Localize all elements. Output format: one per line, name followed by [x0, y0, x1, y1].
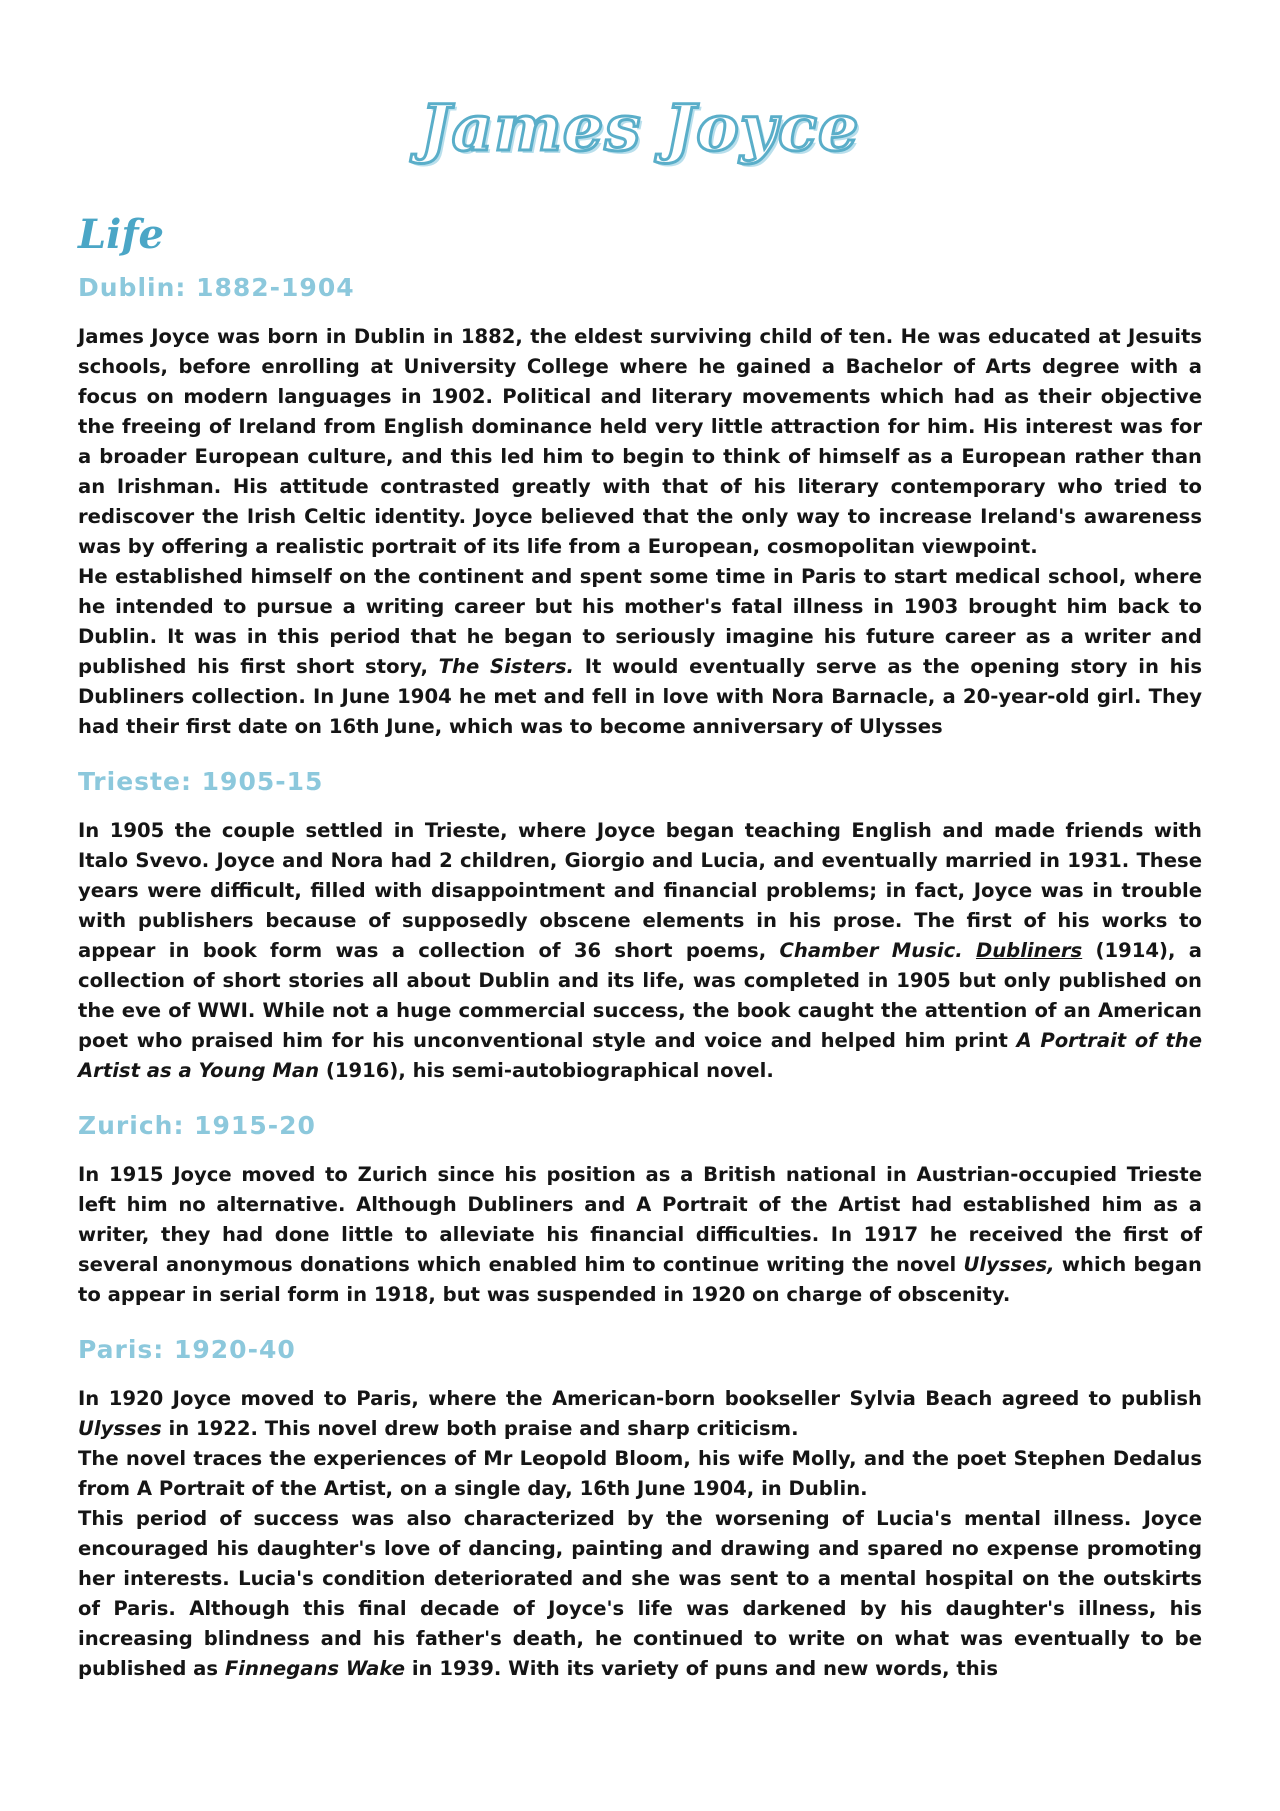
- paragraph-text: in 1939. With its variety of puns and new words, this: [411, 1657, 999, 1680]
- paragraph-text: in 1922. This novel drew both praise and sharp criticism.: [168, 1417, 799, 1440]
- paragraph-text: This period of success was also characterized by the worsening of Lucia's mental illness. Joyce encouraged his daughter's love of dancing, painting and drawing and spared no expense promoting her interests. Lucia's condition deteriorated and she was sent to a mental hospital on the outskirts of Paris. Although this final decade of Joyce's life was darkened by his daughter's illness, his increasing blindness and his father's death, he continued to write on what was eventually to be published as: [78, 1507, 1202, 1680]
- paragraph-text: James Joyce was born in Dublin in 1882, the eldest surviving child of ten. He was educated at Jesuits schools, before enrolling at University College where he gained a Bachelor of Arts degree with a focus on modern languages in 1902. Political and literary movements which had as their objective the freeing of Ireland from English dominance held very little attraction for him. His interest was for a broader European culture, and this led him to begin to think of himself as a European rather than an Irishman. His attitude contrasted greatly with that of his literary contemporary who tried to rediscover the Irish Celtic identity. Joyce believed that the only way to increase Ireland's awareness was by offering a realistic portrait of its life from a European, cosmopolitan viewpoint.: [78, 325, 1202, 558]
- trieste-text: [78, 816, 1202, 1086]
- section-title-life: Life: [78, 211, 164, 258]
- dublin-text: [78, 322, 1202, 742]
- paragraph-text: It would eventually serve as the opening story in his Dubliners collection. In June 1904 he met and fell in love with Nora Barnacle, a 20-year-old girl. They had their first date on 16th June, which was to become anniversary of Ulysses: [78, 655, 1202, 738]
- paragraph-text: In 1905 the couple settled in Trieste, where Joyce began teaching English and made friends with Italo Svevo. Joyce and Nora had 2 children, Giorgio and Lucia, and eventually married in 1931. These years were difficult, filled with disappointment and financial problems; in fact, Joyce was in trouble with publishers because of supposedly obscene elements in his prose. The first of his works to appear in book form was a collection of 36 short poems,: [78, 819, 1202, 962]
- title-chamber-music: Chamber Music.: [779, 939, 963, 962]
- subheading-dublin: Dublin: 1882-1904: [78, 273, 355, 302]
- paragraph-text: The novel traces the experiences of Mr Leopold Bloom, his wife Molly, and the poet Stephen Dedalus from A Portrait of the Artist, on a single day, 16th June 1904, in Dublin.: [78, 1447, 1202, 1500]
- zurich-text: [78, 1160, 1202, 1310]
- paragraph-text: (1914), a collection of short stories all about Dublin and its life, was completed in 1905 but only published on the eve of WWI. While not a huge commercial success, the book caught the attention of an American poet who praised him for his unconventional style and voice and helped him print: [78, 939, 1202, 1052]
- subheading-trieste: Trieste: 1905-15: [78, 767, 324, 796]
- paragraph: [78, 816, 1202, 1086]
- paragraph-text: In 1915 Joyce moved to Zurich since his position as a British national in Austrian-occupied Trieste left him no alternative. Although Dubliners and A Portrait of the Artist had established him as a writer, they had done little to alleviate his financial difficulties. In 1917 he received the first of several anonymous donations which enabled him to continue writing the novel: [78, 1163, 1202, 1276]
- paragraph-text: (1916), his semi-autobiographical novel.: [325, 1059, 774, 1082]
- title-ulysses: Ulysses,: [963, 1253, 1055, 1276]
- paragraph: [78, 322, 1202, 562]
- paragraph-text: He established himself on the continent and spent some time in Paris to start medical school, where he intended to pursue a writing career but his mother's fatal illness in 1903 brought him back to Dublin. It was in this period that he began to seriously imagine his future career as a writer and published his first short story,: [78, 565, 1202, 678]
- subheading-zurich: Zurich: 1915-20: [78, 1111, 316, 1140]
- document-title: James Joyce: [420, 91, 860, 166]
- paragraph: [78, 1444, 1202, 1504]
- title-dubliners: Dubliners: [975, 939, 1083, 962]
- title-portrait: A Portrait of the Artist as a Young Man: [78, 1029, 1202, 1082]
- title-the-sisters: The Sisters.: [438, 655, 574, 678]
- title-ulysses: Ulysses: [78, 1417, 162, 1440]
- paragraph: [78, 1384, 1202, 1444]
- paragraph-text: which began to appear in serial form in 1918, but was suspended in 1920 on charge of obscenity.: [78, 1253, 1202, 1306]
- paragraph-text: In 1920 Joyce moved to Paris, where the American-born bookseller Sylvia Beach agreed to publish: [78, 1387, 1202, 1410]
- paragraph: [78, 1160, 1202, 1310]
- paragraph: [78, 562, 1202, 742]
- subheading-paris: Paris: 1920-40: [78, 1335, 296, 1364]
- title-finnegans-wake: Finnegans Wake: [224, 1657, 405, 1680]
- paris-text: [78, 1384, 1202, 1684]
- paragraph: [78, 1504, 1202, 1684]
